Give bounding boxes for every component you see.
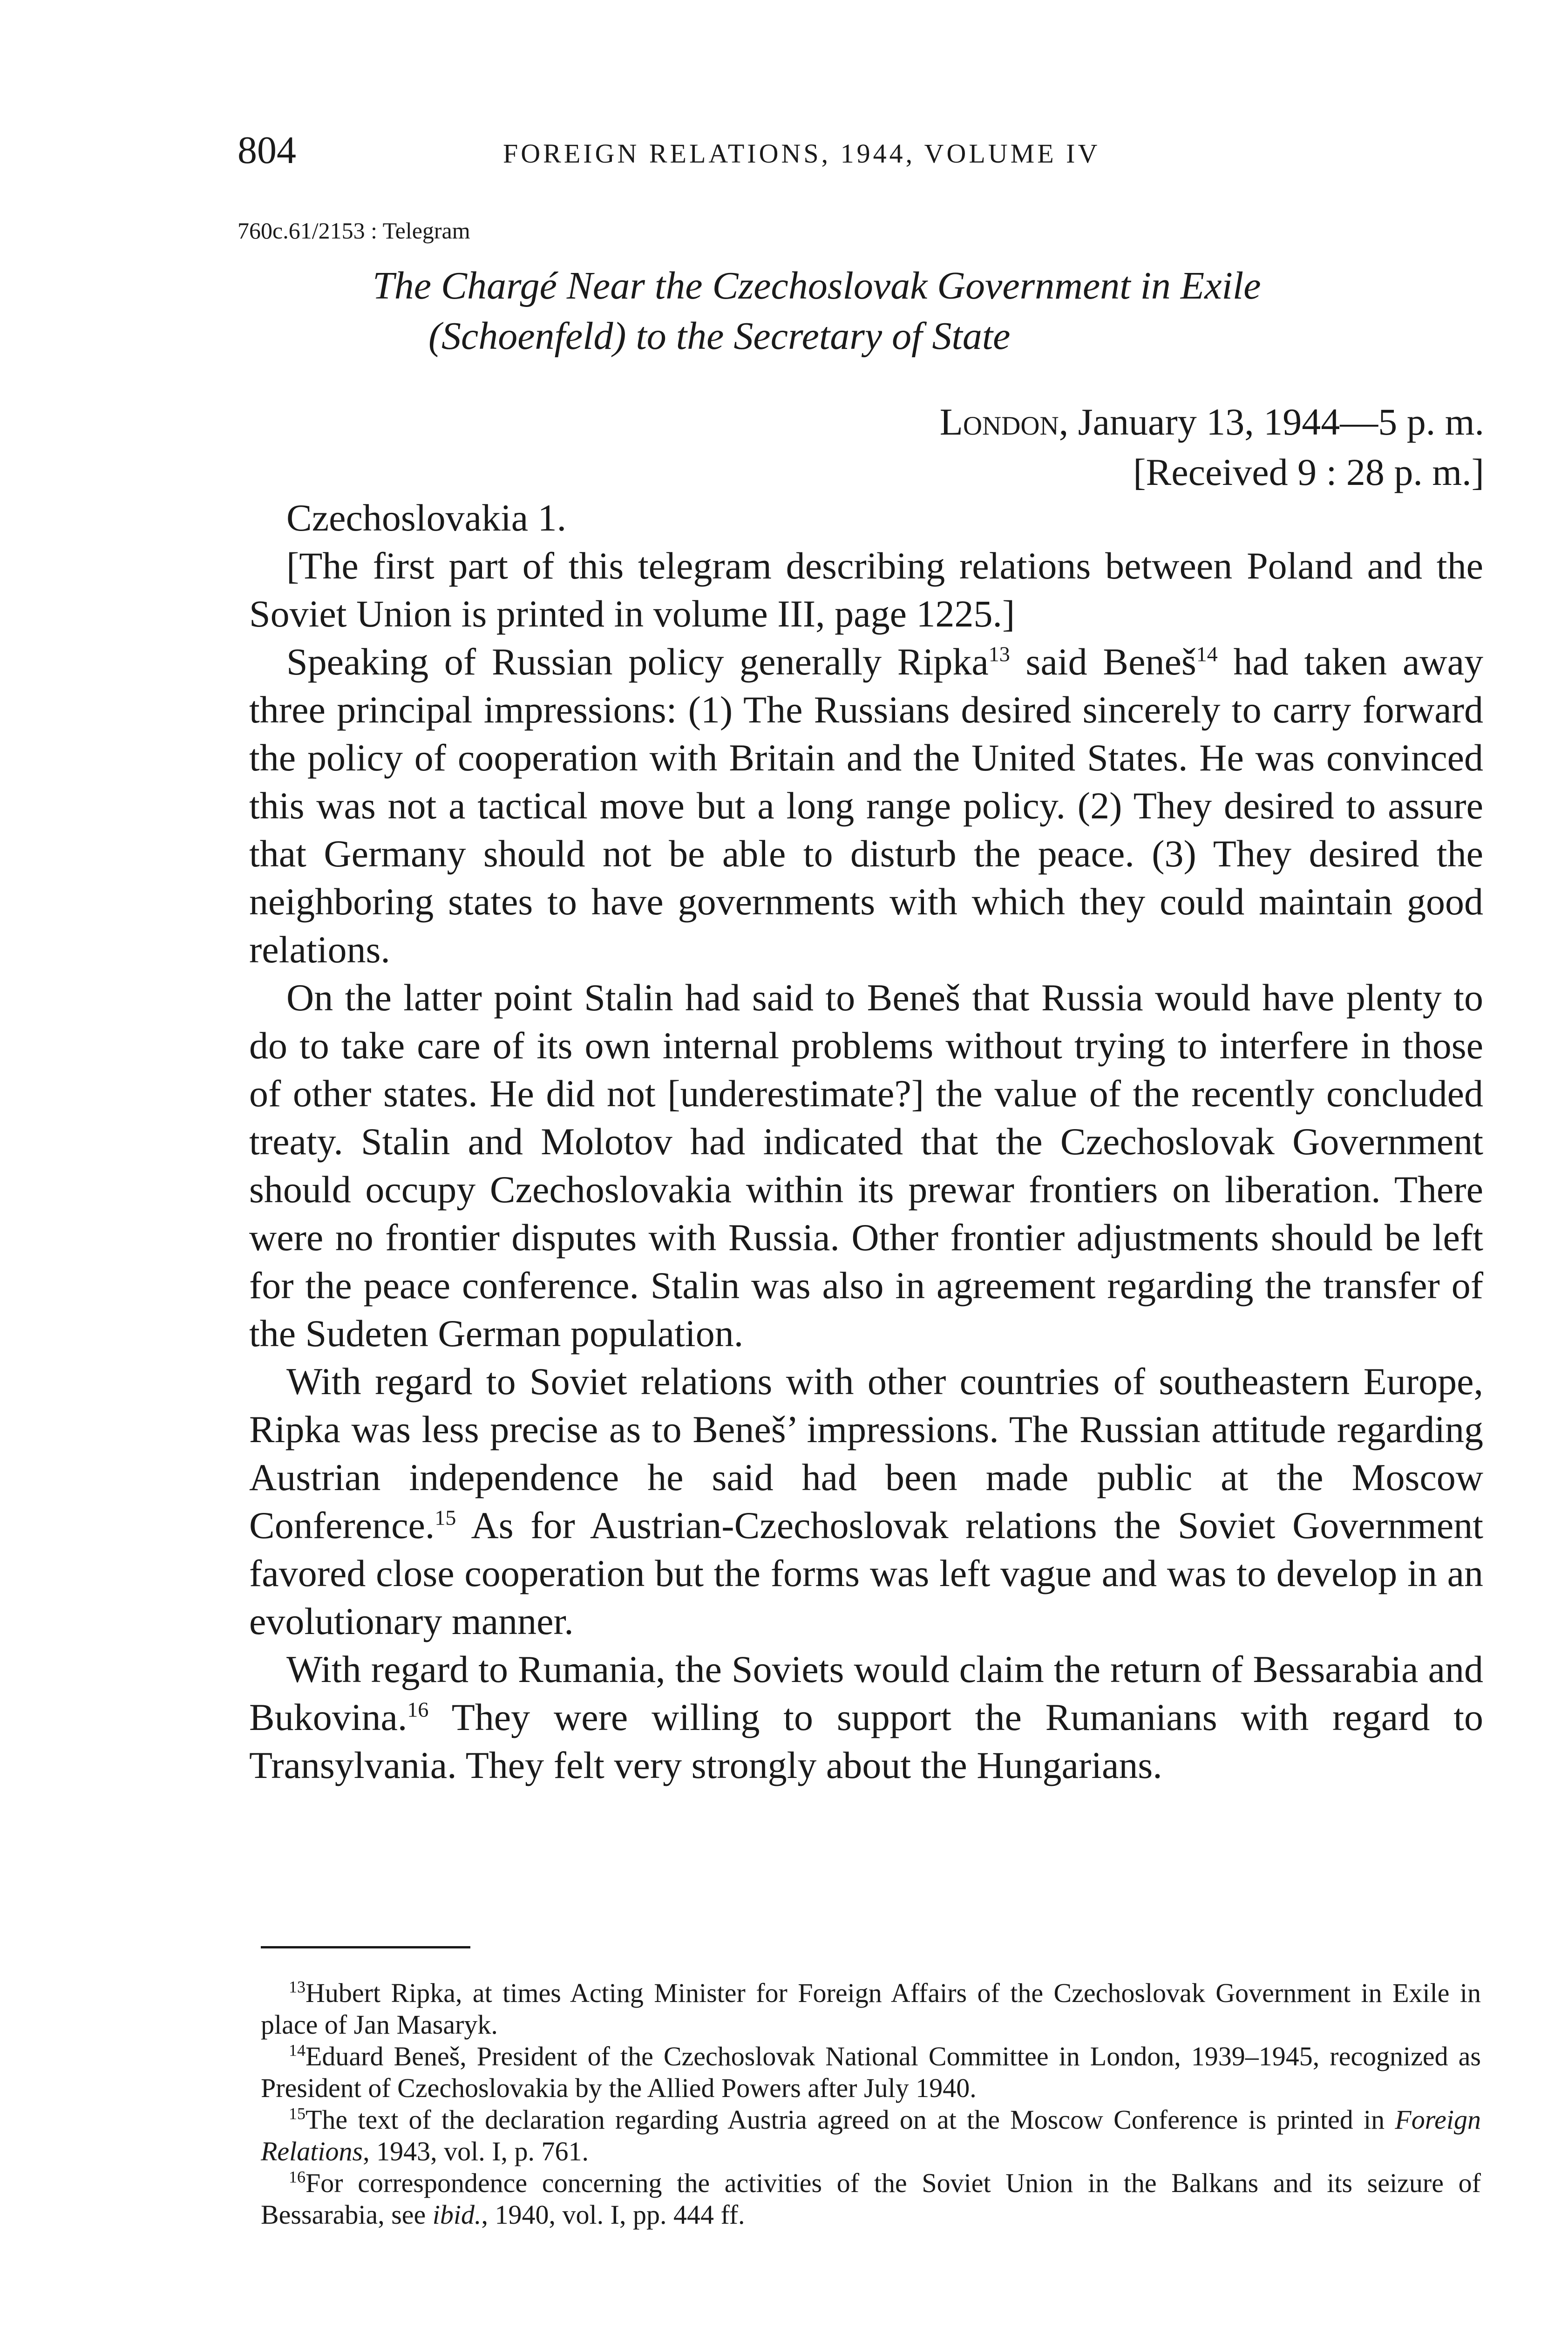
footnote-14 — [261, 2041, 1481, 2104]
page-number: 804 — [238, 129, 296, 172]
body-paragraph-1: Czechoslovakia 1. — [286, 497, 567, 539]
dateline — [940, 397, 1484, 497]
document-heading — [373, 261, 1351, 361]
footnote-number: 13 — [289, 1977, 305, 1996]
footnote-citation: ibid. — [432, 2200, 482, 2230]
footnote-divider — [261, 1946, 470, 1948]
body-paragraph-2: [The first part of this telegram describing relations between Poland and the Soviet Union is printed in volume III, page 1225.] — [249, 545, 1483, 635]
dateline-date: , January 13, 1944—5 p. m. — [1059, 401, 1484, 443]
footnote-text: Eduard Beneš, President of the Czechoslovak National Committee in London, 1939–1945, recognized as President of Czechoslovakia by the Allied Powers after July 1940. — [261, 2041, 1481, 2103]
dateline-received: [Received 9 : 28 p. m.] — [1133, 451, 1484, 493]
body-paragraph-3 — [249, 638, 1483, 974]
file-reference: 760c.61/2153 : Telegram — [238, 218, 470, 244]
running-header — [238, 125, 1290, 176]
paragraph-text: Speaking of Russian policy generally Ripka — [286, 640, 989, 683]
running-title: FOREIGN RELATIONS, 1944, VOLUME IV — [503, 138, 1100, 169]
footnote-text: Hubert Ripka, at times Acting Minister for Foreign Affairs of the Czechoslovak Government in Exile in place of Jan Masaryk. — [261, 1978, 1481, 2040]
paragraph-text: As for Austrian-Czechoslovak relations the Soviet Government favored close cooperation but the forms was left vague and was to develop in an evolutionary manner. — [249, 1504, 1483, 1642]
footnote-text: , 1940, vol. I, pp. 444 ff. — [481, 2200, 745, 2230]
footnote-text: The text of the declaration regarding Austria agreed on at the Moscow Conference is printed in — [305, 2104, 1395, 2135]
footnote-ref: 16 — [407, 1697, 429, 1722]
footnote-ref: 13 — [988, 642, 1010, 666]
footnote-citation: Foreign Relations — [261, 2104, 1481, 2166]
footnote-number: 15 — [289, 2104, 305, 2123]
footnote-ref: 14 — [1196, 642, 1218, 666]
paragraph-text: They were willing to support the Rumanians with regard to Transylvania. They felt very strongly about the Hungarians. — [249, 1696, 1483, 1786]
paragraph-text: With regard to Soviet relations with other countries of southeastern Europe, Ripka was less precise as to Beneš’ impressions. The Russian attitude regarding Austrian independence he said had been made public at the Moscow Conference. — [249, 1360, 1483, 1546]
footnote-number: 16 — [289, 2167, 305, 2186]
telegram-body — [249, 494, 1483, 1789]
heading-line-1: The Chargé Near the Czechoslovak Government in Exile — [373, 264, 1261, 307]
footnote-number: 14 — [289, 2041, 305, 2060]
dateline-sent — [940, 397, 1484, 447]
footnote-15 — [261, 2104, 1481, 2167]
paragraph-text: With regard to Rumania, the Soviets would claim the return of Bessarabia and Bukovina. — [249, 1648, 1483, 1738]
footnote-13 — [261, 1977, 1481, 2041]
footnote-16 — [261, 2167, 1481, 2231]
paragraph-text: said Beneš — [1010, 640, 1196, 683]
heading-line-2: (Schoenfeld) to the Secretary of State — [428, 314, 1011, 358]
footnote-ref: 15 — [434, 1505, 456, 1530]
footnote-text: , 1943, vol. I, p. 761. — [363, 2136, 589, 2166]
body-paragraph-4: On the latter point Stalin had said to Beneš that Russia would have plenty to do to take care of its own internal problems without trying to interfere in those of other states. He did not [underestimate?] the value of the recently concluded treaty. Stalin and Molotov had indicated that the Czechoslovak Government should occupy Czechoslovakia within its prewar frontiers on liberation. There were no frontier disputes with Russia. Other frontier adjustments should be left for the peace conference. Stalin was also in agreement regarding the transfer of the Sudeten German population. — [249, 976, 1483, 1355]
body-paragraph-6 — [249, 1645, 1483, 1789]
dateline-city: London — [939, 401, 1059, 443]
body-paragraph-5 — [249, 1357, 1483, 1645]
footnotes — [261, 1977, 1481, 2231]
paragraph-text: had taken away three principal impressions: (1) The Russians desired sincerely to carry forward the policy of cooperation with Britain and the United States. He was convinced this was not a tactical move but a long range policy. (2) They desired to assure that Germany should not be able to disturb the peace. (3) They desired the neighboring states to have governments with which they could maintain good relations. — [249, 640, 1483, 971]
footnote-text: For correspondence concerning the activities of the Soviet Union in the Balkans and its seizure of Bessarabia, see — [261, 2168, 1481, 2230]
